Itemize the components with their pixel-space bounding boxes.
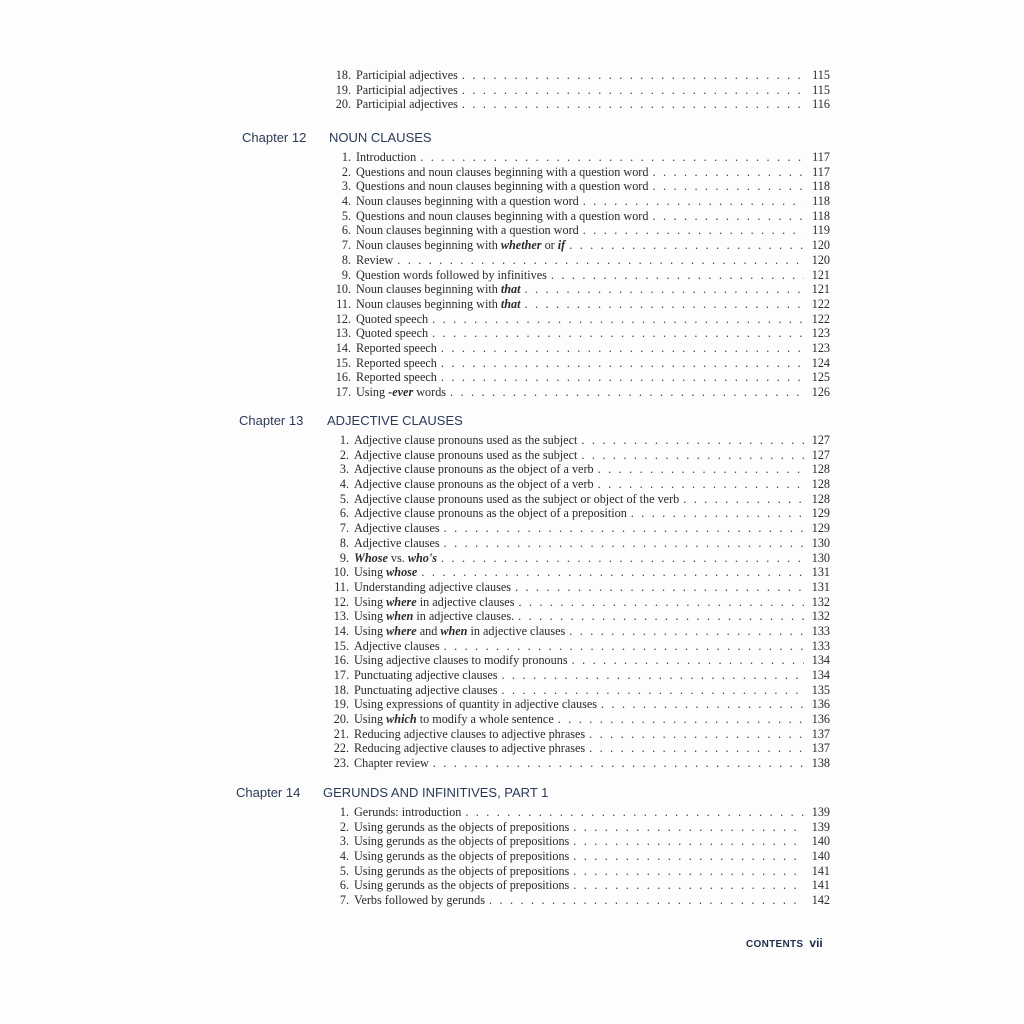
entry-title: Using whose	[354, 565, 418, 580]
entry-title: Noun clauses beginning with whether or if	[356, 238, 566, 253]
toc-entry	[327, 209, 830, 224]
entry-number: 20.	[333, 712, 349, 727]
entry-title: Adjective clause pronouns as the object of a verb	[354, 477, 594, 492]
toc-entry	[327, 165, 830, 180]
entry-page-number: 130	[811, 535, 830, 550]
page-footer	[746, 934, 823, 952]
toc-entry	[325, 433, 830, 448]
entry-number: 3.	[341, 179, 351, 194]
entry-number: 11.	[334, 579, 349, 594]
entry-number: 19.	[335, 82, 351, 97]
entry-title: Reported speech	[356, 355, 437, 370]
footer-page-number: vii	[809, 936, 823, 950]
entry-title: Reducing adjective clauses to adjective phrases	[354, 726, 586, 741]
entry-page-number: 121	[811, 282, 830, 297]
entry-title: Chapter review	[354, 756, 429, 771]
toc-entry	[325, 741, 830, 756]
entry-number: 18.	[335, 68, 351, 82]
entry-title: Using adjective clauses to modify pronouns	[354, 653, 568, 668]
toc-entry	[325, 565, 830, 580]
entry-page-number: 134	[811, 653, 830, 668]
entry-number: 5.	[339, 491, 349, 506]
toc-entry	[327, 341, 830, 356]
toc-entry	[325, 864, 830, 879]
entry-page-number: 135	[811, 682, 830, 697]
toc-entry	[327, 238, 830, 253]
entry-number: 10.	[333, 565, 349, 580]
toc-entry	[325, 653, 830, 668]
toc-entry	[325, 492, 830, 507]
entry-page-number: 122	[811, 311, 830, 326]
entry-title: Using expressions of quantity in adjective clauses	[354, 697, 598, 712]
toc-entry	[325, 536, 830, 551]
entry-number: 3.	[339, 834, 349, 849]
chapter-14-heading	[236, 785, 549, 800]
dot-leader	[583, 223, 804, 238]
chapter-title: NOUN CLAUSES	[329, 130, 432, 145]
dot-leader	[502, 668, 805, 683]
entry-number: 7.	[339, 521, 349, 536]
entry-page-number: 118	[812, 179, 830, 194]
entry-number: 11.	[336, 296, 351, 311]
footer-contents-label: CONTENTS	[746, 939, 804, 950]
entry-number: 1.	[339, 433, 349, 447]
entry-title: Participial adjectives	[356, 97, 458, 112]
toc-entry	[325, 712, 830, 727]
dot-leader	[558, 712, 804, 727]
dot-leader	[462, 97, 804, 112]
entry-number: 8.	[339, 535, 349, 550]
entry-number: 13.	[335, 326, 351, 341]
entry-page-number: 129	[811, 506, 830, 521]
dot-leader	[462, 68, 804, 83]
dot-leader	[652, 165, 804, 180]
entry-title: Adjective clause pronouns used as the subject	[354, 447, 578, 462]
entry-page-number: 118	[812, 194, 830, 209]
entry-number: 17.	[335, 385, 351, 399]
toc-entry	[327, 97, 830, 112]
entry-number: 6.	[341, 223, 351, 238]
entry-number: 2.	[341, 164, 351, 179]
dot-leader	[450, 385, 804, 400]
entry-title: Noun clauses beginning with that	[356, 282, 521, 297]
dot-leader	[421, 565, 804, 580]
entry-number: 16.	[333, 653, 349, 668]
chapter-12-heading	[242, 130, 432, 145]
chapter-12-entries	[327, 150, 830, 400]
dot-leader	[441, 356, 804, 371]
entry-page-number: 117	[812, 164, 830, 179]
toc-entry	[325, 668, 830, 683]
entry-page-number: 133	[811, 623, 830, 638]
entry-title: Punctuating adjective clauses	[354, 682, 498, 697]
dot-leader	[397, 253, 804, 268]
entry-page-number: 125	[811, 370, 830, 385]
dot-leader	[515, 580, 804, 595]
entry-title: Understanding adjective clauses	[354, 579, 512, 594]
toc-entry	[327, 179, 830, 194]
entry-title: Review	[356, 252, 394, 267]
entry-number: 4.	[339, 477, 349, 492]
toc-entry	[327, 150, 830, 165]
entry-number: 8.	[341, 252, 351, 267]
chapter-11-continued-entries	[327, 68, 830, 112]
toc-entry	[325, 624, 830, 639]
entry-title: Using gerunds as the objects of prepositions	[354, 849, 570, 864]
entry-page-number: 124	[811, 355, 830, 370]
dot-leader	[551, 268, 804, 283]
dot-leader	[683, 492, 804, 507]
entry-title: Questions and noun clauses beginning with a question word	[356, 164, 649, 179]
entry-title: Adjective clauses	[354, 638, 440, 653]
entry-title: Question words followed by infinitives	[356, 267, 547, 282]
entry-title: Punctuating adjective clauses	[354, 668, 498, 682]
entry-number: 7.	[339, 893, 349, 908]
entry-title: Using gerunds as the objects of prepositions	[354, 863, 570, 878]
chapter-13-heading	[239, 413, 463, 428]
entry-number: 18.	[333, 682, 349, 697]
dot-leader	[444, 521, 804, 536]
entry-page-number: 123	[811, 340, 830, 355]
entry-title: Using gerunds as the objects of prepositions	[354, 834, 570, 849]
toc-entry	[325, 805, 830, 820]
entry-title: Verbs followed by gerunds	[354, 893, 485, 908]
entry-page-number: 132	[811, 594, 830, 609]
entry-page-number: 137	[811, 726, 830, 741]
entry-number: 9.	[341, 267, 351, 282]
dot-leader	[502, 683, 805, 698]
entry-title: Quoted speech	[356, 326, 429, 341]
entry-title: Questions and noun clauses beginning with a question word	[356, 208, 649, 223]
dot-leader	[573, 820, 804, 835]
toc-entry	[325, 448, 830, 463]
entry-title: Using where in adjective clauses	[354, 594, 515, 609]
entry-page-number: 140	[811, 849, 830, 864]
dot-leader	[581, 448, 804, 463]
entry-number: 10.	[335, 282, 351, 297]
toc-entry	[325, 595, 830, 610]
entry-page-number: 138	[811, 756, 830, 771]
dot-leader	[518, 609, 804, 624]
entry-page-number: 140	[811, 834, 830, 849]
entry-title: Participial adjectives	[356, 82, 458, 97]
dot-leader	[589, 741, 804, 756]
toc-entry	[325, 683, 830, 698]
entry-number: 14.	[335, 340, 351, 355]
entry-title: Participial adjectives	[356, 68, 458, 82]
toc-entry	[325, 849, 830, 864]
entry-page-number: 119	[812, 223, 830, 238]
dot-leader	[652, 179, 804, 194]
dot-leader	[583, 194, 804, 209]
dot-leader	[589, 727, 804, 742]
toc-entry	[327, 356, 830, 371]
dot-leader	[598, 477, 804, 492]
dot-leader	[573, 878, 804, 893]
entry-page-number: 139	[811, 819, 830, 834]
entry-page-number: 131	[811, 565, 830, 580]
toc-entry	[325, 756, 830, 771]
dot-leader	[432, 312, 804, 327]
entry-title: Using where and when in adjective clauses	[354, 623, 566, 638]
entry-number: 16.	[335, 370, 351, 385]
entry-page-number: 123	[811, 326, 830, 341]
dot-leader	[601, 697, 804, 712]
entry-title: Reducing adjective clauses to adjective phrases	[354, 741, 586, 756]
toc-entry	[325, 506, 830, 521]
toc-entry	[325, 462, 830, 477]
entry-title: Noun clauses beginning with a question word	[356, 194, 579, 209]
entry-number: 4.	[341, 194, 351, 209]
entry-title: Adjective clause pronouns used as the subject or object of the verb	[354, 491, 680, 506]
entry-page-number: 137	[811, 741, 830, 756]
dot-leader	[525, 297, 804, 312]
entry-number: 15.	[333, 638, 349, 653]
entry-number: 2.	[339, 447, 349, 462]
entry-number: 22.	[333, 741, 349, 756]
entry-page-number: 131	[811, 579, 830, 594]
entry-page-number: 128	[811, 477, 830, 492]
entry-page-number: 122	[811, 296, 830, 311]
entry-number: 1.	[339, 805, 349, 819]
entry-title: Reported speech	[356, 370, 437, 385]
entry-page-number: 127	[811, 447, 830, 462]
entry-title: Using gerunds as the objects of prepositions	[354, 819, 570, 834]
dot-leader	[572, 653, 804, 668]
toc-entry	[325, 551, 830, 566]
dot-leader	[441, 341, 804, 356]
entry-page-number: 118	[812, 208, 830, 223]
entry-title: Reported speech	[356, 340, 437, 355]
entry-title: Questions and noun clauses beginning with a question word	[356, 179, 649, 194]
entry-number: 19.	[333, 697, 349, 712]
toc-entry	[325, 820, 830, 835]
entry-page-number: 142	[811, 893, 830, 908]
entry-page-number: 128	[811, 462, 830, 477]
toc-entry	[325, 834, 830, 849]
entry-title: Quoted speech	[356, 311, 429, 326]
entry-page-number: 136	[811, 712, 830, 727]
entry-page-number: 115	[812, 68, 830, 82]
toc-entry	[325, 521, 830, 536]
entry-number: 6.	[339, 506, 349, 521]
dot-leader	[518, 595, 804, 610]
toc-entry	[325, 580, 830, 595]
toc-entry	[327, 253, 830, 268]
entry-number: 7.	[341, 238, 351, 253]
entry-title: Adjective clauses	[354, 535, 440, 550]
entry-title: Whose vs. who's	[354, 550, 437, 565]
entry-page-number: 141	[811, 878, 830, 893]
entry-title: Adjective clause pronouns as the object of a preposition	[354, 506, 627, 521]
entry-title: Using -ever words	[356, 385, 447, 399]
entry-title: Adjective clause pronouns used as the subject	[354, 433, 578, 447]
dot-leader	[465, 805, 804, 820]
entry-number: 3.	[339, 462, 349, 477]
entry-page-number: 121	[811, 267, 830, 282]
entry-page-number: 117	[812, 150, 830, 164]
dot-leader	[598, 462, 804, 477]
entry-title: Using when in adjective clauses.	[354, 609, 515, 624]
entry-page-number: 127	[811, 433, 830, 447]
entry-page-number: 136	[811, 697, 830, 712]
dot-leader	[525, 282, 804, 297]
toc-entry	[327, 282, 830, 297]
dot-leader	[441, 370, 804, 385]
dot-leader	[420, 150, 804, 165]
dot-leader	[444, 639, 804, 654]
chapter-label: Chapter 14	[236, 785, 301, 800]
entry-number: 9.	[339, 550, 349, 565]
chapter-14-entries	[325, 805, 830, 908]
toc-entry	[325, 477, 830, 492]
chapter-13-entries	[325, 433, 830, 771]
entry-title: Introduction	[356, 150, 417, 164]
entry-number: 17.	[333, 668, 349, 682]
toc-entry	[325, 697, 830, 712]
chapter-label: Chapter 13	[239, 413, 304, 428]
entry-page-number: 130	[811, 550, 830, 565]
dot-leader	[581, 433, 804, 448]
toc-entry	[327, 326, 830, 341]
entry-number: 21.	[333, 726, 349, 741]
toc-entry	[327, 312, 830, 327]
entry-number: 4.	[339, 849, 349, 864]
entry-page-number: 126	[811, 385, 830, 399]
chapter-label: Chapter 12	[242, 130, 307, 145]
chapter-title: ADJECTIVE CLAUSES	[327, 413, 463, 428]
entry-number: 5.	[341, 208, 351, 223]
entry-page-number: 141	[811, 863, 830, 878]
dot-leader	[631, 506, 804, 521]
dot-leader	[441, 551, 804, 566]
entry-title: Using which to modify a whole sentence	[354, 712, 554, 727]
entry-number: 13.	[333, 609, 349, 624]
dot-leader	[569, 624, 804, 639]
entry-number: 23.	[333, 756, 349, 771]
entry-number: 12.	[333, 594, 349, 609]
entry-page-number: 115	[812, 82, 830, 97]
dot-leader	[573, 849, 804, 864]
entry-page-number: 129	[811, 521, 830, 536]
toc-entry	[327, 385, 830, 400]
entry-page-number: 120	[811, 238, 830, 253]
entry-title: Using gerunds as the objects of prepositions	[354, 878, 570, 893]
toc-entry	[325, 639, 830, 654]
entry-page-number: 120	[811, 252, 830, 267]
entry-number: 15.	[335, 355, 351, 370]
toc-entry	[327, 83, 830, 98]
dot-leader	[444, 536, 804, 551]
entry-number: 20.	[335, 97, 351, 112]
toc-entry	[327, 370, 830, 385]
entry-title: Gerunds: introduction	[354, 805, 462, 819]
toc-entry	[327, 268, 830, 283]
entry-title: Noun clauses beginning with a question word	[356, 223, 579, 238]
toc-entry	[327, 223, 830, 238]
entry-number: 6.	[339, 878, 349, 893]
toc-entry	[327, 68, 830, 83]
dot-leader	[433, 756, 804, 771]
entry-number: 1.	[341, 150, 351, 164]
entry-number: 5.	[339, 863, 349, 878]
entry-number: 2.	[339, 819, 349, 834]
toc-entry	[325, 878, 830, 893]
entry-title: Noun clauses beginning with that	[356, 296, 521, 311]
dot-leader	[489, 893, 804, 908]
entry-page-number: 139	[811, 805, 830, 819]
entry-title: Adjective clause pronouns as the object of a verb	[354, 462, 594, 477]
dot-leader	[462, 83, 804, 98]
entry-number: 12.	[335, 311, 351, 326]
entry-page-number: 132	[811, 609, 830, 624]
entry-title: Adjective clauses	[354, 521, 440, 536]
entry-page-number: 133	[811, 638, 830, 653]
dot-leader	[432, 326, 804, 341]
entry-page-number: 116	[812, 97, 830, 112]
entry-number: 14.	[333, 623, 349, 638]
dot-leader	[573, 834, 804, 849]
toc-entry	[325, 727, 830, 742]
entry-page-number: 128	[811, 491, 830, 506]
toc-entry	[325, 893, 830, 908]
toc-entry	[327, 194, 830, 209]
dot-leader	[652, 209, 804, 224]
dot-leader	[569, 238, 804, 253]
toc-entry	[327, 297, 830, 312]
dot-leader	[573, 864, 804, 879]
chapter-title: GERUNDS AND INFINITIVES, PART 1	[323, 785, 549, 800]
entry-page-number: 134	[811, 668, 830, 682]
toc-entry	[325, 609, 830, 624]
